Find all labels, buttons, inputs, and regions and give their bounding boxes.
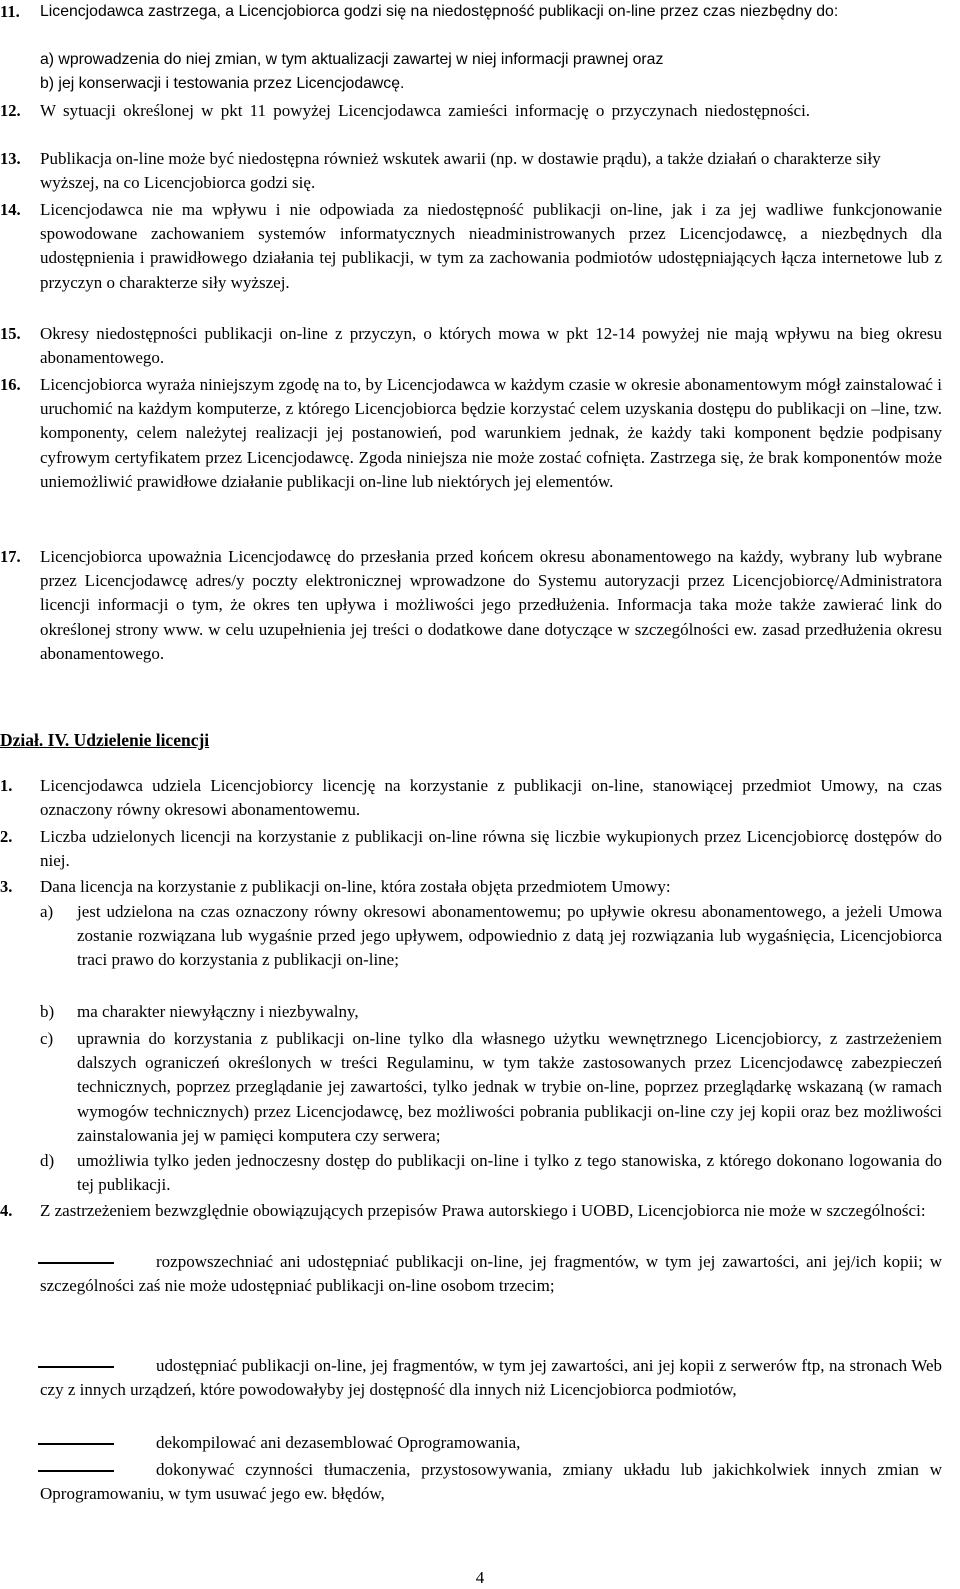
subitem-text: jest udzielona na czas oznaczony równy okresowi abonamentowemu; po upływie okresu abonamentowego, a jeżeli Umowa zostanie rozwiązana lub wygaśnie przed jego upływem, odpowiednio z datą jej rozwiązania lub wygaśnięcia, Licencjobiorca traci prawo do korzystania z publikacji on-line; (77, 902, 942, 970)
section-heading: Dział. IV. Udzielenie licencji (0, 730, 210, 750)
item-text: Liczba udzielonych licencji na korzystanie z publikacji on-line równa się liczbie wykupionych przez Licencjobiorcę dostępów do niej. (40, 827, 942, 871)
subitem-label: c) (40, 1029, 54, 1048)
paragraph-number: 14. (0, 200, 21, 219)
paragraph-text: Licencjodawca nie ma wpływu i nie odpowiada za niedostępność publikacji on-line, jak i za jej wadliwe funkcjonowanie spowodowane zachowaniem systemów informatycznych nieadministrowanych przez Licencjodawcę, a niezbędnych dla udostępnienia i prawidłowego działania tej publikacji, w tym za zachowania podmiotów udostępniających łącza internetowe lub z przyczyn o charakterze siły wyższej. (40, 200, 942, 292)
list-item-a: a) wprowadzenia do niej zmian, w tym aktualizacji zawartej w niej informacji prawnej oraz (40, 51, 664, 68)
subitem-label: a) (40, 902, 54, 921)
subitem-label: b) (40, 1002, 55, 1021)
subitem-text: uprawnia do korzystania z publikacji on-line tylko dla własnego użytku wewnętrznego Licencjobiorcy, z zastrzeżeniem dalszych ograniczeń określonych w treści Regulaminu, w tym także zastosowanych przez Licencjodawcę zabezpieczeń technicznych, poprzez przeglądanie jej zawartości, tylko jednak w trybie on-line, poprzez przeglądarkę wskazaną (w ramach wymogów technicznych) przez Licencjodawcę, bez możliwości pobrania publikacji on-line czy jej kopii oraz bez możliwości zainstalowania jej w pamięci komputera czy serwera; (77, 1029, 942, 1145)
item-number: 4. (0, 1201, 13, 1220)
list-item-b: b) jej konserwacji i testowania przez Licencjodawcę. (40, 75, 405, 92)
paragraph-text: Licencjodawca zastrzega, a Licencjobiorca godzi się na niedostępność publikacji on-line przez czas niezbędny do: (40, 3, 839, 20)
subitem-text: umożliwia tylko jeden jednoczesny dostęp do publikacji on-line i tylko z tego stanowiska, z którego dokonano logowania do tej publikacji. (77, 1151, 942, 1195)
paragraph-text: Licencjobiorca upoważnia Licencjodawcę do przesłania przed końcem okresu abonamentowego na każdy, wybrany lub wybrane przez Licencjodawcę adres/y poczty elektronicznej wprowadzone do Systemu autoryzacji przez Licencjobiorcę/Administratora licencji informacji o tym, że okres ten upływa i możliwości jego przedłużenia. Informacja taka może także zawierać link do określonej strony www. w celu uzupełnienia jej treści o dodatkowe dane dotyczące w szczególności ew. zasad przedłużenia okresu abonamentowego. (40, 547, 942, 663)
dash-item-text: udostępniać publikacji on-line, jej fragmentów, w tym jej zawartości, ani jej kopii z serwerów ftp, na stronach Web czy z innych urządzeń, które powodowałyby jej dostępność dla innych niż Licencjobiorca podmiotów, (40, 1356, 942, 1400)
item-number: 1. (0, 776, 13, 795)
dash-item-text: rozpowszechniać ani udostępniać publikacji on-line, jej fragmentów, w tym jej zawartości, ani jej/ich kopii; w szczególności zaś nie może udostępniać publikacji on-line osobom trzecim; (40, 1252, 942, 1296)
paragraph-number: 17. (0, 547, 21, 566)
item-text: Dana licencja na korzystanie z publikacji on-line, która została objęta przedmiotem Umowy: (40, 877, 671, 896)
page-number: 4 (475, 1568, 485, 1587)
item-number: 2. (0, 827, 13, 846)
dash-item-text: dekompilować ani dezasemblować Oprogramowania, (156, 1433, 521, 1452)
paragraph-text: W sytuacji określonej w pkt 11 powyżej Licencjodawca zamieści informację o przyczynach niedostępności. (40, 101, 811, 120)
item-text: Licencjodawca udziela Licencjobiorcy licencję na korzystanie z publikacji on-line, stanowiącej przedmiot Umowy, na czas oznaczony równy okresowi abonamentowemu. (40, 776, 942, 820)
paragraph-text: Publikacja on-line może być niedostępna również wskutek awarii (np. w dostawie prądu), a także działań o charakterze siły wyższej, na co Licencjobiorca godzi się. (40, 149, 881, 193)
subitem-text: ma charakter niewyłączny i niezbywalny, (77, 1002, 359, 1021)
subitem-label: d) (40, 1151, 55, 1170)
paragraph-number: 12. (0, 101, 21, 120)
paragraph-text: Licencjobiorca wyraża niniejszym zgodę na to, by Licencjodawca w każdym czasie w okresie abonamentowym mógł zainstalować i uruchomić na każdym komputerze, z którego Licencjobiorca będzie korzystać celem uzyskania dostępu do publikacji on –line, tzw. komponenty, celem należytej realizacji jej postanowień, pod warunkiem jednak, że każdy taki komponent będzie podpisany cyfrowym certyfikatem przez Licencjodawcę. Zgoda niniejsza nie może zostać cofnięta. Zastrzega się, że brak komponentów może uniemożliwić prawidłowe działanie publikacji on-line lub niektórych jej elementów. (40, 375, 942, 491)
item-number: 3. (0, 877, 13, 896)
paragraph-number: 16. (0, 375, 21, 394)
paragraph-number: 15. (0, 324, 21, 343)
item-text: Z zastrzeżeniem bezwzględnie obowiązujących przepisów Prawa autorskiego i UOBD, Licencjobiorca nie może w szczególności: (40, 1201, 926, 1220)
paragraph-number: 11. (0, 2, 20, 21)
dash-item-text: dokonywać czynności tłumaczenia, przystosowywania, zmiany układu lub jakichkolwiek innych zmian w Oprogramowaniu, w tym usuwać jego ew. błędów, (40, 1460, 942, 1504)
paragraph-text: Okresy niedostępności publikacji on-line z przyczyn, o których mowa w pkt 12-14 powyżej nie mają wpływu na bieg okresu abonamentowego. (40, 324, 942, 368)
paragraph-number: 13. (0, 149, 21, 168)
